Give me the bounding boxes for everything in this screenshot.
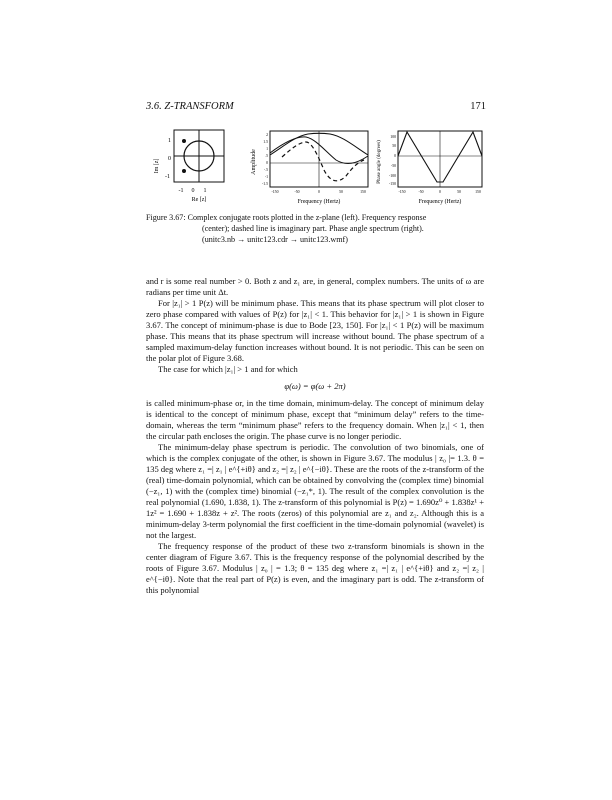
paragraph-2: For |z₁| > 1 P(z) will be minimum phase. This means that its phase spectrum will plot closer to zero phase compared with values of P(z) for |z₁| < 1. This behavior for |z₁| > 1 is shown in Figure 3.67. The concept of minimum-phase is due to Bode [23, 150]. For |z₁| < 1 P(z) will be maximum phase. This means that its phase spectrum will increase without bound. The phase spectrum of a sampled maximum-delay function increases without bound. It is not periodic. This can be seen on the polar plot of Figure 3.68.	[146, 298, 484, 363]
caption-line-1: Figure 3.67: Complex conjugate roots plotted in the z-plane (left). Frequency response	[146, 213, 427, 222]
amplitude-ylabel: Amplitude	[251, 149, 257, 175]
paragraph-3: The case for which |z₁| > 1 and for which	[158, 364, 298, 374]
amp-ytick: 2	[266, 133, 268, 137]
root-z2	[182, 169, 186, 173]
root-z1	[182, 139, 186, 143]
frequency-response-plot	[246, 126, 374, 208]
amp-ytick: 0	[266, 161, 268, 165]
amp-ytick: 1.5	[263, 140, 268, 144]
z-plane-plot	[152, 126, 232, 208]
paragraph-5: The minimum-delay phase spectrum is periodic. The convolution of two binomials, one of which is the complex conjugate of the other, is shown in Figure 3.67. The modulus | z₀ |= 1.3. θ = 135 deg where z₁ =| z₁ | e^{+iθ} and z₂ =| z₂ | e^{−iθ}. These are the roots of the z-transform of the (real) time-domain polynomial, which can be obtained by convolving the (complex time) binomial (−z₁, 1) with the (complex time) binomial (−z₁*, 1). The result of the complex convolution is the real polynomial (1.690, 1.838, 1). The z-transform of this polynomial is P(z) = 1.690z⁰ + 1.838z¹ + 1z² = 1.690 + 1.838z + z². The roots (zeros) of this polynomial are z₁ and z₂. Although this is a minimum-delay 3-term polynomial the first coefficient in the time-domain polynomial (wavelet) is not the largest.	[146, 442, 484, 540]
figure-caption	[146, 212, 481, 245]
phase-ytick: -50	[390, 164, 396, 168]
zplane-xtick-0: 0	[191, 188, 195, 194]
phase-ytick: -150	[389, 182, 396, 186]
periodicity-equation: φ(ω) = φ(ω + 2π)	[284, 381, 346, 391]
caption-line-3: (unitc3.nb → unitc123.cdr → unitc123.wmf)	[202, 235, 348, 244]
zplane-ytick-0: 0	[168, 156, 171, 162]
phase-xtick: 50	[457, 190, 461, 194]
phase-xtick: 150	[475, 190, 481, 194]
phase-ylabel: Phase angle (degrees)	[377, 140, 382, 184]
phase-xtick: 0	[439, 190, 441, 194]
amp-ytick: 1	[266, 147, 268, 151]
phase-spectrum-plot	[374, 126, 486, 208]
running-header	[146, 101, 486, 112]
amp-xtick: 150	[360, 190, 366, 194]
phase-ytick: 50	[392, 144, 396, 148]
amp-xtick: 0	[318, 190, 320, 194]
page-number: 171	[470, 101, 486, 112]
amp-xtick: -50	[294, 190, 300, 194]
amp-xlabel: Frequency (Hertz)	[297, 199, 341, 205]
zplane-xlabel: Re [z]	[191, 197, 207, 203]
caption-line-2: (center); dashed line is imaginary part. Phase angle spectrum (right).	[202, 224, 424, 233]
phase-ytick: 0	[394, 154, 396, 158]
body-text	[146, 276, 484, 596]
zplane-ytick-neg1: -1	[165, 174, 170, 180]
amp-ytick: -1.5	[261, 182, 268, 186]
amp-ytick: .5	[265, 154, 268, 158]
paragraph-4: is called minimum-phase or, in the time domain, minimum-delay. The concept of minimum delay is identical to the concept of minimum phase, except that “minimum delay” refers to the time-domain, whereas the term “minimum phase” refers to the frequency domain. When |z₁| < 1, then the circular path encloses the origin. The phase curve is no longer periodic.	[146, 398, 484, 441]
amp-ytick: -.5	[263, 168, 268, 172]
figure-3-67	[146, 126, 486, 208]
paragraph-1: and r is some real number > 0. Both z and z₁ are, in general, complex numbers. The units of ω are radians per time unit Δt.	[146, 276, 484, 297]
amp-xtick: -150	[271, 190, 279, 194]
zplane-ytick-1: 1	[168, 138, 171, 144]
phase-ytick: -100	[389, 174, 396, 178]
zplane-ylabel: Im [z]	[154, 158, 160, 174]
phase-ytick: 100	[390, 135, 396, 139]
phase-xtick: -50	[418, 190, 424, 194]
paragraph-6: The frequency response of the product of these two z-transform binomials is shown in the center diagram of Figure 3.67. This is the frequency response of the polynomial described by the roots of Figure 3.67. Modulus | z₀ | = 1.3; θ = 135 deg where z₁ =| z₁ | e^{+iθ} and z₂ =| z₂ | e^{−iθ}. Note that the real part of P(z) is even, and the imaginary part is odd. The z-transform of this polynomial	[146, 541, 484, 595]
section-title: 3.6. Z-TRANSFORM	[146, 101, 234, 112]
phase-xlabel: Frequency (Hertz)	[418, 199, 462, 205]
amp-ytick: -1	[264, 175, 268, 179]
zplane-xtick-neg1: -1	[178, 188, 184, 194]
phase-xtick: -150	[398, 190, 406, 194]
amp-xtick: 50	[339, 190, 343, 194]
zplane-xtick-1: 1	[203, 188, 207, 194]
